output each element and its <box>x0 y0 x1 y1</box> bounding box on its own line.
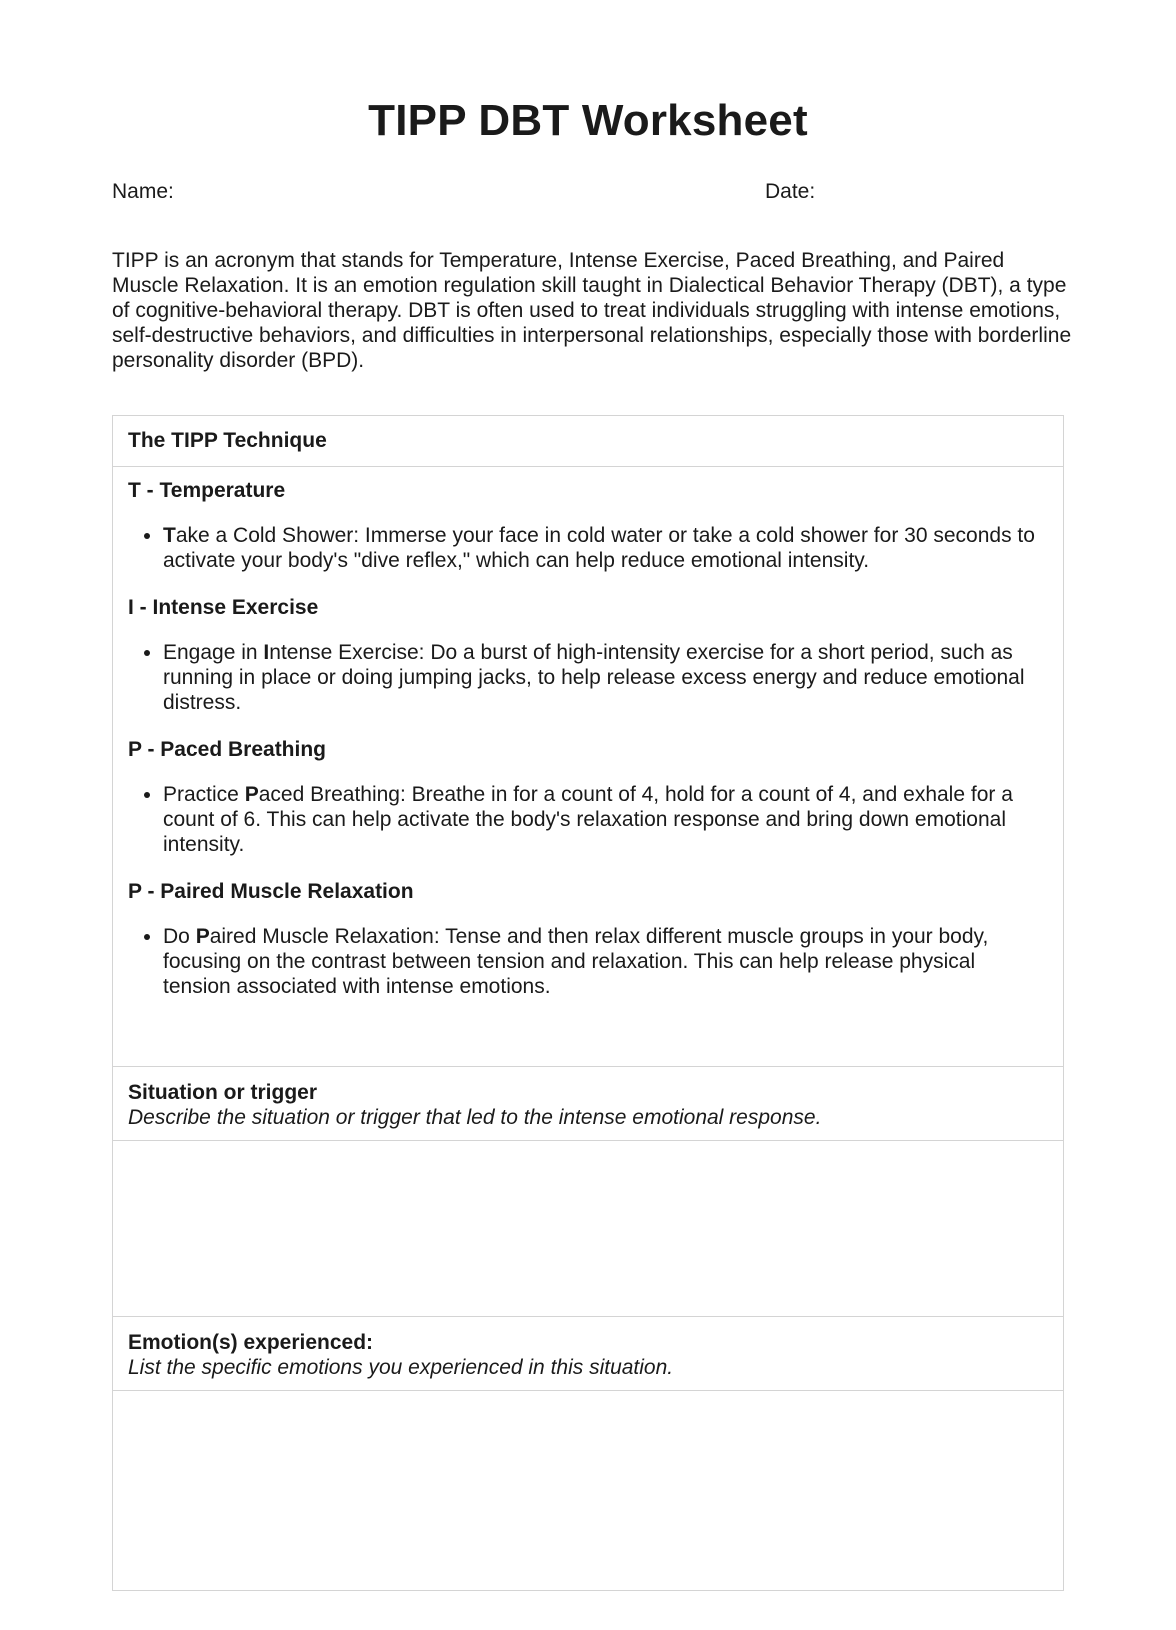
paced-breathing-item <box>163 782 1048 857</box>
emotions-title: Emotion(s) experienced: <box>128 1331 374 1354</box>
emotions-prompt <box>113 1317 1063 1391</box>
item-prefix: Engage in <box>163 641 264 664</box>
situation-description: Describe the situation or trigger that led to the intense emotional response. <box>128 1106 822 1129</box>
situation-prompt <box>113 1067 1063 1141</box>
temperature-list <box>128 523 1048 573</box>
temperature-heading: T - Temperature <box>128 479 286 502</box>
bold-letter: T <box>163 524 176 547</box>
intro-paragraph: TIPP is an acronym that stands for Temperature, Intense Exercise, Paced Breathing, and Paired Muscle Relaxation. It is an emotion regulation skill taught in Dialectical Behavior Therapy (DBT), a type of cognitive-behavioral therapy. DBT is often used to treat individuals struggling with intense emotions, self-destructive behaviors, and difficulties in interpersonal relationships, especially those with borderline personality disorder (BPD). <box>112 249 1072 372</box>
intense-exercise-list <box>128 640 1048 715</box>
item-text: aired Muscle Relaxation: Tense and then relax different muscle groups in your body, focusing on the contrast between tension and relaxation. This can help release physical tension associated with intense emotions. <box>163 925 989 998</box>
item-prefix: Practice <box>163 783 245 806</box>
item-text: ntense Exercise: Do a burst of high-intensity exercise for a short period, such as running in place or doing jumping jacks, to help release excess energy and reduce emotional distress. <box>163 641 1025 714</box>
paced-breathing-list <box>128 782 1048 857</box>
item-prefix: Do <box>163 925 196 948</box>
paired-muscle-item <box>163 924 1048 999</box>
situation-answer-area[interactable] <box>113 1141 1063 1317</box>
intense-exercise-heading: I - Intense Exercise <box>128 596 319 619</box>
emotions-description: List the specific emotions you experienced in this situation. <box>128 1356 674 1379</box>
page-title: TIPP DBT Worksheet <box>368 96 808 145</box>
date-field-label: Date: <box>765 180 816 203</box>
paired-muscle-list <box>128 924 1048 999</box>
item-text: aced Breathing: Breathe in for a count of 4, hold for a count of 4, and exhale for a count of 6. This can help activate the body's relaxation response and bring down emotional intensity. <box>163 783 1013 856</box>
bold-letter: P <box>195 925 210 948</box>
technique-header: The TIPP Technique <box>113 416 1063 467</box>
emotions-answer-area[interactable] <box>113 1391 1063 1590</box>
intense-exercise-item <box>163 640 1048 715</box>
temperature-item <box>163 523 1048 573</box>
bold-letter: P <box>244 783 259 806</box>
paired-muscle-heading: P - Paired Muscle Relaxation <box>128 880 414 903</box>
bold-letter: I <box>263 641 270 664</box>
situation-title: Situation or trigger <box>128 1081 317 1104</box>
name-field-label: Name: <box>112 180 174 203</box>
item-text: ake a Cold Shower: Immerse your face in cold water or take a cold shower for 30 seconds to activate your body's "dive reflex," which can help reduce emotional intensity. <box>163 524 1035 572</box>
paced-breathing-heading: P - Paced Breathing <box>128 738 327 761</box>
worksheet-table <box>112 415 1064 1591</box>
technique-content <box>113 467 1063 1067</box>
